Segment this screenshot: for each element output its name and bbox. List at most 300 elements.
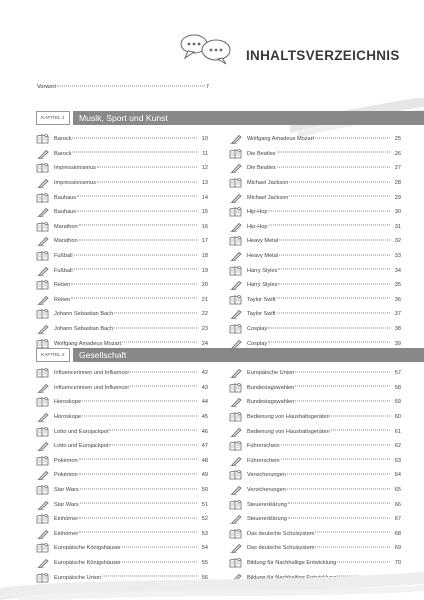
toc-entry-page: 18 [201, 253, 208, 260]
toc-entry-page: 51 [201, 501, 208, 508]
toc-entry-page: 60 [394, 414, 401, 421]
toc-entry[interactable] [229, 483, 401, 498]
toc-entry[interactable] [36, 366, 208, 381]
dot-leader [277, 298, 390, 299]
toc-entry-page: 61 [394, 428, 401, 435]
toc-entry-page: 65 [394, 487, 401, 494]
dot-leader [74, 254, 197, 255]
toc-entry-page: 44 [201, 399, 208, 406]
dot-leader [287, 488, 390, 489]
dot-leader [295, 400, 390, 401]
dot-leader [79, 225, 197, 226]
toc-entry-title: Bundestagswahlen [247, 384, 295, 391]
toc-entry-title: Bedienung von Haushaltsgeräten [247, 414, 330, 421]
toc-entry[interactable] [229, 249, 401, 264]
toc-entry-page: 16 [201, 223, 208, 230]
toc-entry[interactable] [229, 512, 401, 527]
toc-entry[interactable] [36, 205, 208, 220]
toc-entry-page: 57 [394, 370, 401, 377]
toc-entry[interactable] [229, 395, 401, 410]
vorwort-page: 7 [205, 84, 209, 90]
toc-entry[interactable] [229, 439, 401, 454]
toc-entry-page: 12 [201, 165, 208, 172]
toc-entry-title: Bildung für Nachhaltige Entwicklung [247, 560, 337, 567]
toc-entry-title: Cosplay [247, 340, 268, 347]
book-icon [229, 470, 243, 480]
toc-entry-title: Bauhaus [54, 209, 77, 216]
toc-entry-title: Einhörner [54, 516, 79, 523]
pencil-icon [229, 543, 243, 553]
toc-entry-title: Impressionismus [54, 180, 96, 187]
decorative-brush-stroke-bottom [0, 572, 424, 600]
pencil-icon [229, 309, 243, 319]
pencil-icon [36, 324, 50, 334]
toc-entry-title: Einhörner [54, 530, 79, 537]
dot-leader [82, 415, 197, 416]
toc-entry-page: 43 [201, 384, 208, 391]
toc-entry-page: 10 [201, 136, 208, 143]
toc-entry-page: 30 [394, 209, 401, 216]
book-icon [229, 236, 243, 246]
toc-entry[interactable] [36, 161, 208, 176]
toc-entry-page: 70 [394, 560, 401, 567]
book-icon [229, 500, 243, 510]
toc-entry-title: Cosplay [247, 326, 268, 333]
pencil-icon [229, 193, 243, 203]
toc-entry-title: Michael Jackson [247, 180, 289, 187]
dot-leader [268, 327, 390, 328]
toc-entry-page: 49 [201, 472, 208, 479]
book-icon [229, 178, 243, 188]
toc-entry-title: Heavy Metal [247, 238, 279, 245]
toc-entry-page: 52 [201, 516, 208, 523]
pencil-icon [36, 383, 50, 393]
toc-entry[interactable] [229, 307, 401, 322]
toc-entry-page: 37 [394, 311, 401, 318]
toc-entry-title: Barock [54, 150, 72, 157]
pencil-icon [229, 368, 243, 378]
dot-leader [130, 386, 197, 387]
pencil-icon [36, 236, 50, 246]
toc-entry[interactable] [229, 263, 401, 278]
chapter-badge: KAPITEL 1 [36, 111, 70, 125]
toc-entry[interactable] [36, 556, 208, 571]
toc-entry[interactable] [229, 234, 401, 249]
toc-entry-title: Lotto und Eurojackpot [54, 428, 109, 435]
dot-leader [72, 152, 197, 153]
toc-entry-page: 56 [201, 574, 208, 581]
toc-entry[interactable] [36, 541, 208, 556]
book-icon [36, 222, 50, 232]
toc-entry-title: Bedienung von Haushaltsgeräten [247, 428, 330, 435]
toc-entry-title: Führerschein [247, 443, 280, 450]
dot-leader [122, 546, 197, 547]
dot-leader [315, 137, 390, 138]
toc-entry-page: 64 [394, 472, 401, 479]
toc-entry-page: 66 [394, 501, 401, 508]
toc-entry-title: Bundestagswahlen [247, 399, 295, 406]
toc-entry-title: Heavy Metal [247, 253, 279, 260]
dot-leader [331, 415, 390, 416]
toc-entry-page: 15 [201, 209, 208, 216]
dot-leader [109, 430, 197, 431]
book-icon [229, 558, 243, 568]
pencil-icon [36, 470, 50, 480]
toc-entry-page: 35 [394, 282, 401, 289]
dot-leader [79, 239, 197, 240]
book-icon [36, 309, 50, 319]
dot-leader [337, 561, 390, 562]
toc-entry[interactable] [36, 454, 208, 469]
dot-leader [279, 254, 390, 255]
toc-entry-page: 20 [201, 282, 208, 289]
toc-entry-page: 58 [394, 384, 401, 391]
toc-entry-title: Europäische Königshäuser [54, 560, 121, 567]
book-icon [36, 543, 50, 553]
chapter-1-right-column [229, 132, 401, 351]
toc-entry-page: 42 [201, 370, 208, 377]
dot-leader [289, 196, 390, 197]
dot-leader [82, 400, 197, 401]
toc-entry-title: Horoskope [54, 399, 82, 406]
toc-entry[interactable] [229, 410, 401, 425]
toc-entry[interactable] [229, 424, 401, 439]
book-icon [36, 368, 50, 378]
dot-leader [114, 327, 197, 328]
book-icon [229, 207, 243, 217]
toc-entry[interactable] [229, 454, 401, 469]
book-icon [36, 456, 50, 466]
dot-leader [72, 137, 197, 138]
toc-entry[interactable] [36, 278, 208, 293]
dot-leader [277, 312, 390, 313]
toc-entry-page: 33 [394, 253, 401, 260]
toc-entry-title: Influencerinnen und Influencer [54, 370, 130, 377]
toc-entry-title: Versicherungen [247, 487, 286, 494]
toc-entry-title: Steuererklärung [247, 516, 287, 523]
toc-entry-page: 28 [394, 180, 401, 187]
toc-entry[interactable] [36, 395, 208, 410]
toc-entry[interactable] [229, 381, 401, 396]
toc-entry[interactable] [229, 220, 401, 235]
toc-entry[interactable] [36, 322, 208, 337]
toc-entry[interactable] [229, 132, 401, 147]
toc-entry[interactable] [36, 527, 208, 542]
toc-entry-title: Influencerinnen und Influencer [54, 384, 130, 391]
toc-entry-page: 11 [202, 150, 208, 157]
dot-leader [269, 225, 390, 226]
dot-leader [269, 210, 390, 211]
toc-entry-title: Lotto und Eurojackpot [54, 443, 109, 450]
dot-leader [79, 473, 197, 474]
dot-leader [289, 181, 390, 182]
page-title: INHALTSVERZEICHNIS [246, 48, 400, 63]
toc-entry-title: Pokémon [54, 457, 78, 464]
toc-entry-title: Impressionismus [54, 165, 96, 172]
toc-entry-title: Europäische Union [247, 370, 295, 377]
toc-entry[interactable] [36, 468, 208, 483]
dot-leader [122, 561, 197, 562]
toc-entry-page: 34 [394, 267, 401, 274]
toc-entry-page: 59 [394, 399, 401, 406]
dot-leader [71, 298, 197, 299]
pencil-icon [36, 558, 50, 568]
toc-entry-page: 36 [394, 296, 401, 303]
dot-leader [109, 444, 197, 445]
toc-entry[interactable] [36, 132, 208, 147]
dot-leader [79, 532, 197, 533]
book-icon [229, 441, 243, 451]
book-icon [229, 295, 243, 305]
dot-leader [331, 430, 390, 431]
book-icon [229, 383, 243, 393]
dot-leader [281, 459, 390, 460]
pencil-icon [229, 280, 243, 290]
toc-entry-title: Das deutsche Schulsystem [247, 530, 315, 537]
dot-leader [79, 517, 197, 518]
dot-leader [114, 312, 197, 313]
speech-bubbles-logo [176, 30, 236, 66]
book-icon [36, 397, 50, 407]
toc-entry-title: Marathon [54, 238, 78, 245]
toc-entry-page: 71 [394, 574, 401, 581]
dot-leader [80, 488, 197, 489]
pencil-icon [229, 222, 243, 232]
toc-entry[interactable] [36, 190, 208, 205]
toc-entry[interactable] [229, 527, 401, 542]
toc-entry[interactable] [229, 293, 401, 308]
pencil-icon [229, 134, 243, 144]
dot-leader [268, 342, 390, 343]
toc-entry-title: Johann Sebastian Bach [54, 311, 114, 318]
pencil-icon [36, 441, 50, 451]
toc-entry-title: Michael Jackson [247, 194, 289, 201]
book-icon [36, 514, 50, 524]
chapter-2-header [36, 348, 424, 362]
dot-leader [277, 152, 390, 153]
toc-entry-page: 48 [201, 457, 208, 464]
toc-entry-title: Taylor Swift [247, 311, 276, 318]
toc-entry[interactable] [36, 249, 208, 264]
toc-entry-page: 13 [201, 180, 208, 187]
book-icon [36, 193, 50, 203]
dot-leader [278, 269, 390, 270]
toc-entry[interactable] [36, 220, 208, 235]
toc-entry[interactable] [229, 322, 401, 337]
dot-leader [71, 283, 197, 284]
toc-entry-title: Führerschein [247, 457, 280, 464]
toc-entry-page: 32 [394, 238, 401, 245]
toc-entry-page: 63 [394, 457, 401, 464]
toc-entry-title: Wolfgang Amadeus Mozart [247, 136, 315, 143]
pencil-icon [229, 485, 243, 495]
toc-entry-page: 22 [201, 311, 208, 318]
toc-entry[interactable] [229, 541, 401, 556]
pencil-icon [36, 266, 50, 276]
toc-entry[interactable] [229, 497, 401, 512]
book-icon [229, 266, 243, 276]
toc-entry-title: Fußball [54, 253, 73, 260]
toc-entry-page: 46 [201, 428, 208, 435]
dot-leader [288, 503, 390, 504]
toc-entry[interactable] [36, 512, 208, 527]
pencil-icon [36, 529, 50, 539]
toc-entry-page: 14 [201, 194, 208, 201]
toc-entry[interactable] [36, 263, 208, 278]
dot-leader [295, 386, 390, 387]
dot-leader [122, 342, 197, 343]
toc-entry-page: 67 [394, 516, 401, 523]
pencil-icon [229, 427, 243, 437]
book-icon [36, 134, 50, 144]
dot-leader [77, 196, 197, 197]
pencil-icon [36, 500, 50, 510]
toc-entry-page: 55 [201, 560, 208, 567]
toc-entry-title: Harry Styles [247, 282, 278, 289]
toc-entry-title: Die Beatles [247, 150, 276, 157]
dot-leader [130, 371, 197, 372]
dot-leader [277, 166, 390, 167]
dot-leader [97, 166, 197, 167]
toc-entry[interactable] [36, 234, 208, 249]
pencil-icon [229, 514, 243, 524]
toc-entry-page: 45 [201, 414, 208, 421]
pencil-icon [229, 163, 243, 173]
toc-entry-page: 17 [201, 238, 208, 245]
book-icon [36, 163, 50, 173]
pencil-icon [229, 397, 243, 407]
toc-entry-page: 31 [394, 223, 401, 230]
toc-entry[interactable] [36, 381, 208, 396]
toc-entry-title: Horoskope [54, 414, 82, 421]
toc-entry-page: 25 [394, 136, 401, 143]
toc-entry-title: Fußball [54, 267, 73, 274]
dot-leader [279, 239, 390, 240]
dot-leader [315, 532, 390, 533]
toc-entry-page: 50 [201, 487, 208, 494]
toc-entry-page: 26 [394, 150, 401, 157]
toc-entry-title: Wolfgang Amadeus Mozart [54, 340, 122, 347]
book-icon [36, 427, 50, 437]
dot-leader [79, 459, 197, 460]
toc-entry-title: Hip-Hop [247, 223, 268, 230]
toc-entry-title: Star Wars [54, 501, 79, 508]
toc-entry-page: 29 [394, 194, 401, 201]
toc-entry[interactable] [36, 424, 208, 439]
dot-leader [315, 546, 390, 547]
pencil-icon [229, 456, 243, 466]
toc-entry[interactable] [229, 468, 401, 483]
pencil-icon [229, 251, 243, 261]
chapter-1-header [36, 111, 424, 125]
toc-entry-title: Marathon [54, 223, 78, 230]
toc-entry-title: Versicherungen [247, 472, 286, 479]
toc-entry-title: Das deutsche Schulsystem [247, 545, 315, 552]
toc-entry[interactable] [36, 439, 208, 454]
toc-entry-page: 38 [394, 326, 401, 333]
pencil-icon [36, 207, 50, 217]
toc-entry[interactable] [229, 161, 401, 176]
book-icon [36, 280, 50, 290]
toc-entry[interactable] [36, 293, 208, 308]
toc-entry-page: 27 [394, 165, 401, 172]
book-icon [229, 412, 243, 422]
pencil-icon [36, 149, 50, 159]
toc-entry-page: 47 [201, 443, 208, 450]
pencil-icon [36, 412, 50, 422]
book-icon [229, 149, 243, 159]
dot-leader [287, 473, 390, 474]
toc-entry-page: 21 [201, 296, 208, 303]
toc-entry[interactable] [229, 366, 401, 381]
toc-entry[interactable] [229, 556, 401, 571]
toc-entry-page: 24 [201, 340, 208, 347]
toc-entry[interactable] [229, 147, 401, 162]
toc-entry-page: 39 [394, 340, 401, 347]
toc-entry[interactable] [36, 147, 208, 162]
toc-entry[interactable] [229, 190, 401, 205]
pencil-icon [36, 178, 50, 188]
dot-leader [288, 517, 390, 518]
chapter-badge: KAPITEL 2 [36, 348, 70, 362]
vorwort-label: Vorwort [37, 84, 56, 90]
chapter-2-left-column [36, 366, 208, 585]
chapter-title: Musik, Sport und Kunst [73, 111, 424, 125]
book-icon [229, 529, 243, 539]
toc-entry-page: 54 [201, 545, 208, 552]
book-icon [36, 251, 50, 261]
toc-entry-title: Die Beatles [247, 165, 276, 172]
toc-entry-title: Europäische Königshäuser [54, 545, 121, 552]
toc-entry-title: Pokémon [54, 472, 78, 479]
toc-entry[interactable] [229, 176, 401, 191]
toc-entry-title: Reiten [54, 296, 71, 303]
toc-entry-page: 23 [201, 326, 208, 333]
toc-entry[interactable] [36, 483, 208, 498]
chapter-2-right-column [229, 366, 401, 585]
dot-leader [80, 503, 197, 504]
toc-entry-title: Johann Sebastian Bach [54, 326, 114, 333]
toc-entry[interactable] [36, 497, 208, 512]
dot-leader [77, 210, 197, 211]
pencil-icon [36, 295, 50, 305]
toc-entry[interactable] [229, 205, 401, 220]
toc-entry-title: Steuererklärung [247, 501, 287, 508]
toc-entry-title: Bauhaus [54, 194, 77, 201]
vorwort-entry[interactable] [37, 84, 209, 90]
toc-entry-title: Reiten [54, 282, 71, 289]
toc-entry-page: 19 [201, 267, 208, 274]
chapter-1-left-column [36, 132, 208, 351]
book-icon [229, 324, 243, 334]
toc-entry-title: Harry Styles [247, 267, 278, 274]
toc-entry-title: Taylor Swift [247, 296, 276, 303]
toc-entry-page: 53 [201, 530, 208, 537]
toc-entry[interactable] [36, 176, 208, 191]
dot-leader [281, 444, 390, 445]
toc-entry-title: Star Wars [54, 487, 79, 494]
book-icon [36, 485, 50, 495]
toc-entry-title: Europäische Union [54, 574, 102, 581]
toc-entry[interactable] [36, 307, 208, 322]
toc-entry[interactable] [229, 278, 401, 293]
dot-leader [97, 181, 197, 182]
dot-leader [278, 283, 390, 284]
toc-entry-page: 68 [394, 530, 401, 537]
toc-entry[interactable] [36, 410, 208, 425]
dot-leader [295, 371, 390, 372]
toc-entry-title: Barock [54, 136, 72, 143]
